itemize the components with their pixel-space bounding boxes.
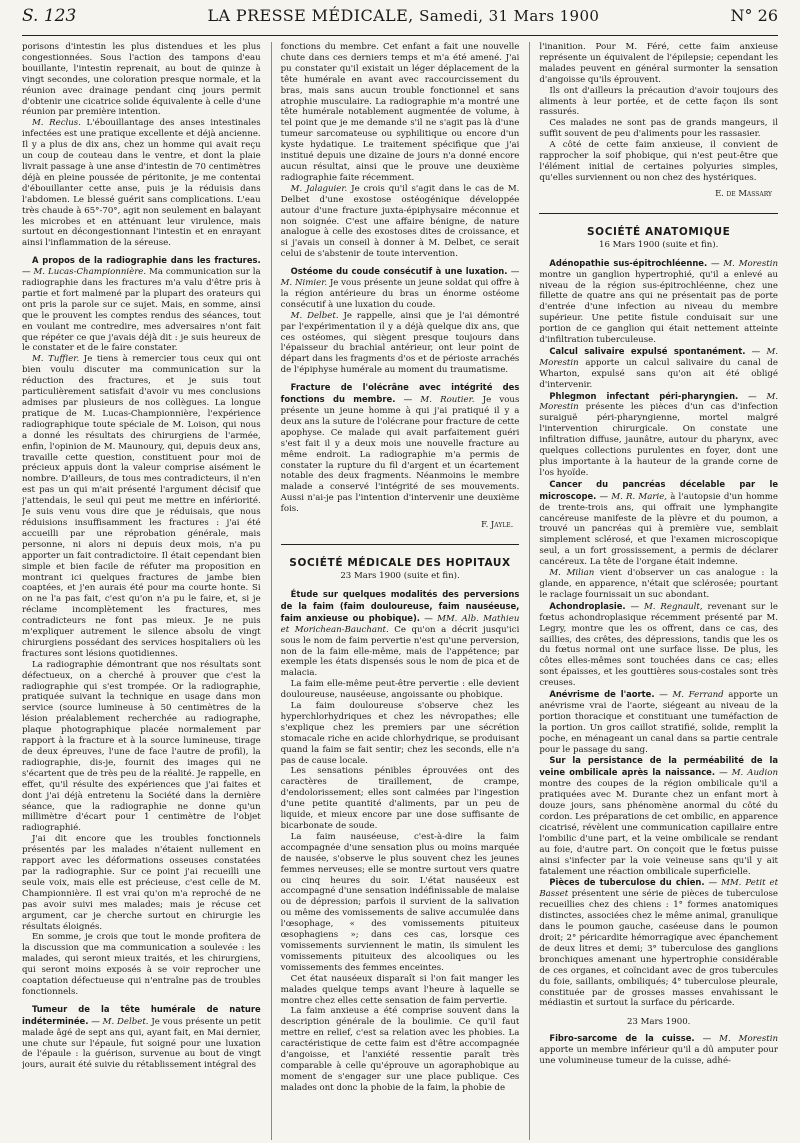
paragraph: La faim nauséeuse, c'est-à-dire la faim accompagnée d'une sensation plus ou moins marquée de nausée, s'observe le plus souvent chez les jeunes femmes nerveuses; elle se montre surtout vers quatre ou cinq heures du soir. L'état nauséeux est accompagné d'une sensation indéfinissable de malaise ou de dépression; parfois il survient de la salivation ou même des vomissements de salive accumulée dans l'œsophage, « des vomissements pituiteux œsophagiens »; dans ces cas, lorsque ces vomissements surviennent le matin, ils simulent les vomissements pituiteux des alcooliques ou les vomissements des femmes enceintes. (280, 831, 520, 973)
paragraph: La faim anxieuse a été comprise souvent dans la description générale de la boulimie. Ce qu'il faut mettre en relief, c'est sa relation avec les phobies. La caractéristique de cette faim est d'être accompagnée d'angoisse, et l'anxiété ressentie paraît très comparable à celle qu'éprouve un agoraphobique au moment de s'engager sur une place publique. Ces malades ont donc la phobie de la faim, la phobie de (280, 1006, 520, 1093)
paragraph: M. Tuffier. Je tiens à remercier tous ceux qui ont bien voulu discuter ma communication sur la réduction des fractures, et je suis tout particulièrement satisfait d'avoir vu mes conclusions admises par plusieurs de nos collègues. La longue pratique de M. Lucas-Championnière, l'expérience radiographique toute spéciale de M. Loison, qui nous a donné les résultats des chirurgiens de l'armée, enfin, l'opinion de M. Maunoury, qui, depuis deux ans, travaille cette question, constituent pour moi de précieux appuis dont la valeur comprise aisément le nombre. D'ailleurs, de tous mes contradicteurs, il n'en est pas un qui m'ait présenté l'argument décisif que j'attendais, le seul qui peut me mettre en infériorité. Je suis venu vous dire que je réduisais, que nous réduisions insuffisamment les fractures : j'ai été accueilli par une réprobation générale, mais personne, ni alors ni depuis deux mois, n'a pu apporter un fait contradictoire. Il était cependant bien simple et bien facile de réfuter ma proposition en montrant ici quelques fractures de jambe bien coaptées, et j'en aurais été pour ma courte honte. Si on ne l'a pas fait, c'est qu'on n'a pu le faire, et, si je réclame incomplètement les fractures, mes contradicteurs ne font pas mieux. Je ne puis m'expliquer autrement le silence absolu de vingt chirurgiens possédant des services hospitaliers où les fractures sont lésions quotidiennes. (22, 354, 261, 659)
subheading: Fracture de l'olécrâne avec intégrité des fonctions du membre. (280, 382, 520, 405)
section-date: 16 Mars 1900 (suite et fin). (598, 239, 719, 250)
speaker: — MM. Petit et Basset (539, 878, 778, 900)
journal-title: LA PRESSE MÉDICALE, (207, 6, 414, 25)
section-title: SOCIÉTÉ MÉDICALE DES HOPITAUX (289, 556, 511, 569)
section-paragraph: Sur la persistance de la perméabilité de la veine ombilicale après la naissance. — M. Audion montre des coupes de la région ombilicale qu'il a pratiquées avec M. Durante chez un enfant mort à douze jours, sans phénomène anormal du côté du cordon. Les préparations de cet ombilic, en apparence cicatrisé, révèlent une communication capillaire entre l'ombilic d'une part, et la veine ombilicale se rendant au foie, d'autre part. On conçoit que le fœtus puisse ainsi s'infecter par la voie veineuse sans qu'il y ait fatalement une réaction ombilicale superficielle. (539, 755, 778, 877)
subheading: Fibro-sarcome de la cuisse. (549, 1033, 695, 1044)
author-signature: E. de Massary (715, 187, 773, 198)
speaker: — M. Lucas-Championnière. (22, 267, 147, 278)
paragraph: l'inanition. Pour M. Féré, cette faim anxieuse représente un équivalent de l'épilepsie; cependant les malades peuvent en général surmonter la sensation d'angoisse qu'ils éprouvent. (539, 42, 778, 85)
paragraph: M. Reclus. L'ébouillantage des anses intestinales infectées est une pratique excellente et déjà ancienne. Il y a plus de dix ans, chez un homme qui avait reçu un coup de couteau dans le ventre, et dont la plaie livrait passage à une anse d'intestin de 70 centimètres déjà en pleine poussée de péritonite, je me contentai d'ébouillanter cette anse, puis je la réduisis dans l'abdomen. Le blessé guérit sans complications. L'eau très chaude à 65°-70°, agit non seulement en balayant les microbes et en atténuant leur virulence, mais surtout en décongestionnant l'intestin et en enrayant ainsi l'inflammation de la séreuse. (22, 118, 261, 249)
speaker: — M. R. Marie, (599, 491, 668, 502)
speaker: — MM. Alb. Mathieu et Morichean-Bauchant. (280, 613, 520, 635)
section-paragraph: Calcul salivaire expulsé spontanément. — M. Morestin apporte un calcul salivaire du canal de Wharton, expulsé sans qu'on ait été obligé d'intervenir. (539, 345, 778, 390)
speaker: — M. Morestin (539, 346, 778, 368)
paragraph: La faim elle-même peut-être pervertie : elle devient douloureuse, nauséeuse, angoissante ou phobique. (280, 679, 520, 701)
subheading: Adénopathie sus-épitrochléenne. (549, 257, 708, 268)
section-rule (539, 213, 778, 214)
subheading: A propos de la radiographie dans les fractures. (32, 255, 261, 266)
section-paragraph: Étude sur quelques modalités des perversions de la faim (faim douloureuse, faim nauséeuse, faim anxieuse ou phobique). — MM. Alb. Mathieu et Morichean-Bauchant. Ce qu'on a décrit jusqu'ici sous le nom de faim pervertie n'est qu'une perversion, non de la faim elle-même, mais de l'appétence; par exemple les états dispensés sous le nom de pica et de malacia. (280, 588, 520, 679)
subheading: Étude sur quelques modalités des perversions de la faim (faim douloureuse, faim nauséeuse, faim anxieuse ou phobique). (280, 588, 520, 623)
paragraph: J'ai dit encore que les troubles fonctionnels présentés par les malades n'étaient nullement en rapport avec les déformations osseuses constatées par la radiographie. Sur ce point j'ai recueilli une seule voix, mais elle est précieuse, c'est celle de M. Championnière. Il est vrai qu'on m'a reproché de ne pas avoir suivi mes malades; mais je récuse cet argument, car je cherche surtout en chirurgie les résultats éloignés. (22, 834, 261, 932)
section-rule (281, 544, 520, 545)
paragraph: La faim douloureuse s'observe chez les hyperchlorhydriques et chez les névropathes; elle s'explique chez les premiers par une sécrétion stomacale riche en acide chlorhydrique, se produisant quand la faim se fait sentir; chez les seconds, elle n'a pas de cause locale. (280, 701, 520, 766)
page-number: S. 123 (22, 6, 77, 26)
section-paragraph: Cancer du pancréas décelable par le microscope. — M. R. Marie, à l'autopsie d'un homme de trente-trois ans, qui offrait une lymphangite cancéreuse manifeste de la plèvre et du poumon, a trouvé un pancréas qui à première vue, semblait simplement sclérosé, et que l'examen microscopique seul, a un fort grossissement, a permis de déclarer cancéreux. La tête de l'organe était indemne. (539, 478, 778, 568)
speaker: — M. Routier. (403, 395, 475, 406)
speaker: — M. Morestin (539, 391, 778, 413)
column-1 (22, 42, 261, 1140)
subheading: Cancer du pancréas décelable par le microscope. (539, 478, 778, 501)
paragraph: Cet état nauséeux disparaît si l'on fait manger les malades quelque temps avant l'heure à laquelle se montre chez elles cette sensation de faim pervertie. (280, 973, 520, 1006)
speaker: M. Reclus. (32, 118, 81, 129)
subheading: Anévrisme de l'aorte. (549, 689, 655, 700)
subheading: Ostéome du coude consécutif à une luxation. (290, 266, 508, 277)
subheading: Phlegmon infectant péri-pharyngien. (549, 390, 739, 401)
section-heading-hopitaux (281, 544, 520, 581)
speaker: — M. Audion (719, 768, 778, 779)
section-paragraph: A propos de la radiographie dans les fractures. — M. Lucas-Championnière. Ma communication sur la radiographie dans les fractures m'a valu d'être pris à partie et fort malmené par la plupart des orateurs qui ont pris la parole sur ce sujet. Mais, en somme, ainsi que le prouvent les comptes rendus des séances, tout en voulant me contredire, mes adversaires n'ont fait que répéter ce que j'avais déjà dit : je suis heureux de le constater et de le faire constater. (22, 255, 261, 354)
paragraph: Ils ont d'ailleurs la précaution d'avoir toujours des aliments à leur portée, et de cette façon ils sont rassurés. (539, 85, 778, 118)
section-date: 23 Mars 1900 (suite et fin). (340, 570, 460, 581)
speaker: — M. Regnault, (630, 601, 703, 612)
section-paragraph: Tumeur de la tête humérale de nature indéterminée. — M. Delbet. Je vous présente un petit malade âgé de sept ans qui, ayant fait, en Mai dernier, une chute sur l'épaule, fut soigné pour une luxation de l'épaule : la guérison, survenue au bout de vingt jours, aurait été suivie du rétablissement intégral des (22, 1003, 261, 1071)
paragraph: En somme, je crois que tout le monde profitera de la discussion que ma communication a soulevée : les malades, qui seront mieux traités, et les chirurgiens, qui seront moins exposés à se voir reprocher une coaptation défectueuse qui n'entraîne pas de troubles fonctionnels. (22, 932, 261, 997)
paragraph: M. Jalaguier. Je crois qu'il s'agit dans le cas de M. Delbet d'une exostose ostéogénique développée autour d'une fracture juxta-épiphysaire méconnue et non soignée. C'est une affaire bénigne, de nature analogue à celle des exostoses dites de croissance, et si j'avais un conseil à donner à M. Delbet, ce serait celui de s'abstenir de toute intervention. (280, 183, 520, 260)
paragraph: La radiographie démontrant que nos résultats sont défectueux, on a cherché à prouver que c'est la radiographie qui s'est trompée. Or la radiographie, pratiquée suivant la technique en usage dans mon service (source lumineuse à 50 centimètres de la lésion préalablement recherchée au radiographe, plaque photographique placée normalement par rapport à la fracture et à la source lumineuse, tirage de deux épreuves, l'une de face l'autre de profil), la radiographie, dis-je, fournit des images qui ne s'écartent que de très peu de la réalité. Je rappelle, en effet, qu'il résulte des expériences que j'ai faites et dont j'ai déjà entretenu la Société dans la dernière séance, que la radiographie ne donne qu'un millimètre d'écart pour 1 centimètre de l'objet radiographié. (22, 659, 261, 834)
issue-date: Samedi, 31 Mars 1900 (419, 7, 600, 25)
subheading: Pièces de tuberculose du chien. (549, 877, 705, 888)
section-paragraph: Anévrisme de l'aorte. — M. Ferrand apporte un anévrisme vrai de l'aorte, siégeant au niveau de la portion thoracique et constituant une tuméfaction de la portion. Un gros caillot stratifié, solide, remplit la poche, en ménageant un canal dans sa partie centrale pour le passage du sang. (539, 689, 778, 755)
paragraph: M. Delbet. Je rappelle, ainsi que je l'ai démontré par l'expérimentation il y a déjà quelque dix ans, que ces ostéomes, qui siègent presque toujours dans l'épaisseur du brachial antérieur, ont leur point de départ dans les fragments d'os et de périoste arrachés de l'épiphyse humérale au moment du traumatisme. (280, 310, 520, 376)
column-3 (529, 42, 778, 1140)
speaker: M. Delbet. (290, 310, 339, 321)
author-signature: F. Jayle. (481, 519, 514, 530)
speaker: M. Tuffier. (32, 354, 80, 365)
paragraph: Ces malades ne sont pas de grands mangeurs, il suffit souvent de peu d'aliments pour les rassasier. (539, 118, 778, 140)
speaker: M. Milian (549, 568, 595, 579)
section-paragraph: Achondroplasie. — M. Regnault, revenant sur le fœtus achondroplasique récemment présenté par M. Legry, montre que les os offrent, dans ce cas, des saillies, des crêtes, des dépressions, tandis que les os du fœtus normal ont une surface lisse. De plus, les côtes elles-mêmes sont touchées dans ce cas; elles sont épaisses, et les gouttières sous-costales sont très creuses. (539, 600, 778, 689)
masthead (207, 6, 599, 25)
issue-number: N° 26 (730, 6, 778, 25)
subheading: Tumeur de la tête humérale de nature indéterminée. (22, 1003, 261, 1026)
speaker: — M. Ferrand (659, 690, 724, 701)
section-heading-anatomique (539, 213, 778, 250)
speaker: — M. Morestin (710, 258, 778, 269)
section-paragraph: Fracture de l'olécrâne avec intégrité des fonctions du membre. — M. Routier. Je vous présente un jeune homme à qui j'ai pratiqué il y a deux ans la suture de l'olécrane pour fracture de cette apophyse. Ce malade qui avait parfaitement guéri s'est fait il y a deux mois une nouvelle fracture au même endroit. La radiographie m'a permis de constater la rupture du fil d'argent et un écartement notable des deux fragments. Néanmoins le membre malade a conservé l'intégrité de ses mouvements. Aussi n'ai-je pas l'intention d'intervenir une deuxième fois. (280, 382, 520, 515)
section-paragraph: Fibro-sarcome de la cuisse. — M. Morestin apporte un membre inférieur qu'il a dû amputer pour une volumineuse tumeur de la cuisse, adhé- (539, 1033, 778, 1067)
speaker: — M. Delbet. (91, 1016, 149, 1027)
session-date: 23 Mars 1900. (626, 1017, 691, 1028)
columns (22, 42, 778, 1140)
section-paragraph: Ostéome du coude consécutif à une luxation. — M. Nimier. Je vous présente un jeune soldat qui offre à la région antérieure du bras un énorme ostéome consécutif à une luxation du coude. (280, 266, 520, 310)
paragraph: porisons d'intestin les plus distendues et les plus congestionnées. Sous l'action des tampons d'eau bouillante, l'intestin reprenait, au bout de quinze à vingt secondes, une coloration presque normale, et la réunion avec drainage pendant cinq jours permit d'obtenir une cicatrice solide équivalente à celle d'une réunion par première intention. (22, 42, 261, 118)
paragraph: Les sensations pénibles éprouvées ont des caractères de tiraillement, de crampe, d'endolorissement; elles sont calmées par l'ingestion d'une petite quantité d'aliments, par un peu de liquide, et mieux encore par une dose suffisante de bicarbonate de soude. (280, 766, 520, 831)
paragraph: M. Milian vient d'observer un cas analogue : la glande, en apparence, n'était que sclérosée; pourtant le raclage fournissait un suc abondant. (539, 568, 778, 600)
section-paragraph: Phlegmon infectant péri-pharyngien. — M. Morestin présente les pièces d'un cas d'infection suraiguë péri-pharyngienne, mortel malgré l'intervention chirurgicale. On constate une infiltration diffuse, jaunâtre, autour du pharynx, avec quelques collections purulentes en foyer, dont une plus importante à la hauteur de la grande corne de l'os hyoïde. (539, 390, 778, 478)
page-header (22, 6, 778, 36)
column-2 (271, 42, 520, 1140)
section-title: SOCIÉTÉ ANATOMIQUE (587, 225, 731, 238)
speaker: M. Jalaguier. (290, 183, 348, 194)
subheading: Calcul salivaire expulsé spontanément. (549, 345, 746, 356)
subheading: Sur la persistance de la perméabilité de la veine ombilicale après la naissance. (539, 755, 778, 778)
section-paragraph: Pièces de tuberculose du chien. — MM. Petit et Basset présentent une série de pièces de tuberculose recueillies chez des chiens : 1° formes anatomiques distinctes, associées chez le même animal, granulique dans le poumon gauche, caséeuse dans le poumon droit; 2° péricardite hémorragique avec épanchement de deux litres et demi; 3° tuberculose des ganglions bronchiques amenant une hypertrophie considérable de ces organes, et coïncidant avec de gros tubercules du foie, saillants, ombiliqués; 4° tuberculose pleurale, constituée par de grosses masses envahissant le médiastin et surtout la surface du péricarde. (539, 877, 778, 1009)
paragraph: A côté de cette faim anxieuse, il convient de rapprocher la soif phobique, qui n'est peut-être que l'élément initial de certaines polyuries simples, qu'elles surviennent ou non chez des hystériques. (539, 140, 778, 183)
speaker: — M. Nimier. (280, 267, 520, 289)
speaker: — M. Morestin (702, 1034, 778, 1045)
section-paragraph: Adénopathie sus-épitrochléenne. — M. Morestin montre un ganglion hypertrophié, qu'il a enlevé au niveau de la région sus-épitrochléenne, chez une fillette de quatre ans qui ne présentait pas de porte d'entrée d'une infection au niveau du membre supérieur. Une petite fistule conduisait sur une portion de ce ganglion qui était nettement atteinte d'infiltration tuberculeuse. (539, 257, 778, 346)
subheading: Achondroplasie. (549, 600, 626, 611)
paragraph: fonctions du membre. Cet enfant a fait une nouvelle chute dans ces derniers temps et m'a été amené. J'ai pu constater qu'il existait un léger déplacement de la tête humérale en avant avec raccourcissement du bras, mais sans aucun trouble fonctionnel et sans atrophie musculaire. La radiographie m'a montré une tête humérale notablement augmentée de volume, à tel point que je me demande s'il ne s'agit pas là d'une tumeur sarcomateuse ou syphilitique ou encore d'un kyste hydatique. Le traitement spécifique que j'ai institué depuis une dizaine de jours n'a donné encore aucun résultat, ainsi que le prouve une deuxième radiographie faite récemment. (280, 42, 520, 183)
